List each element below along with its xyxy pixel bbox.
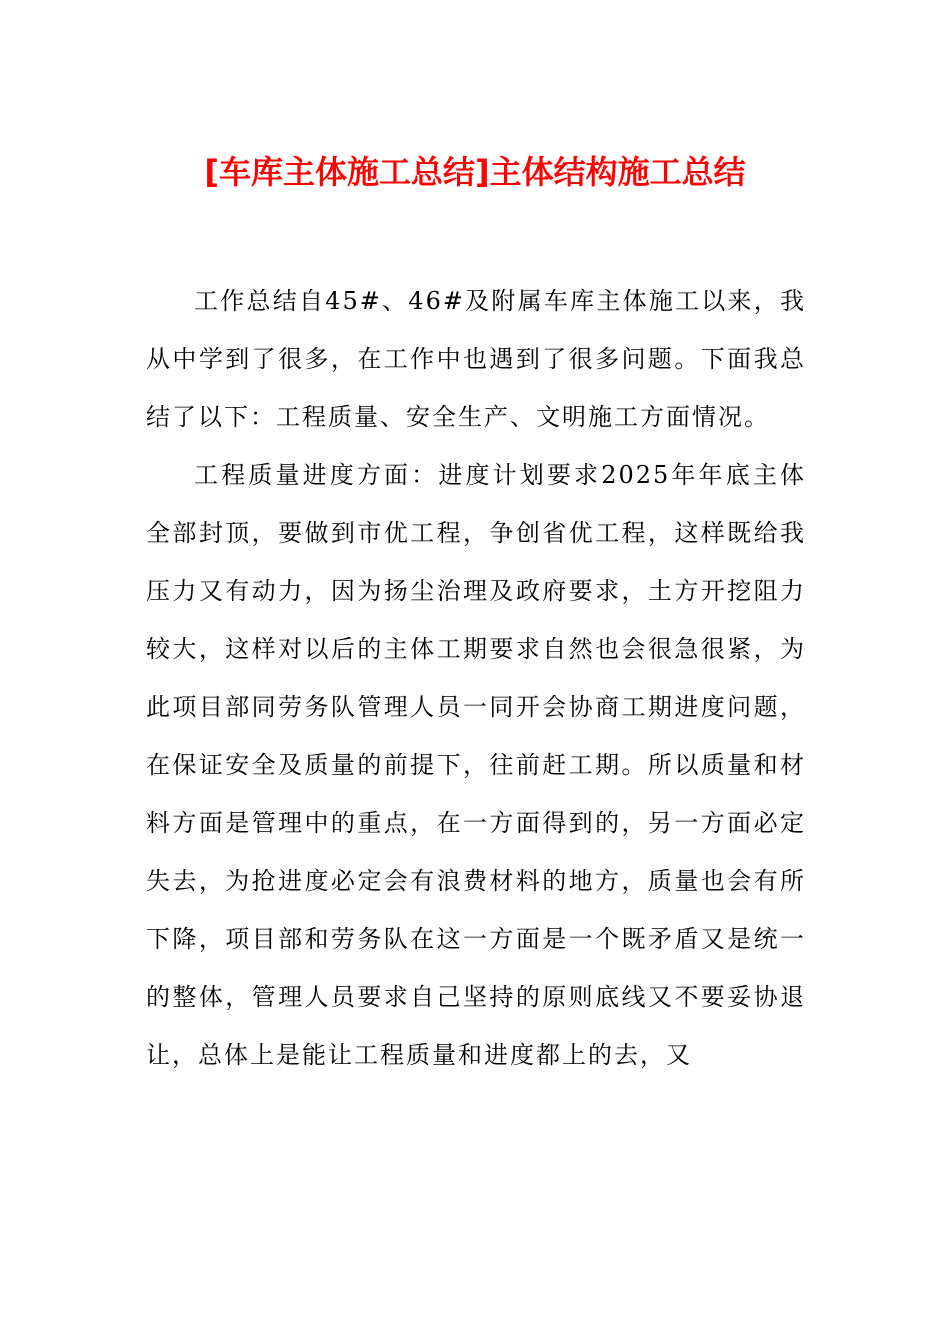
paragraph-quality-progress: 工程质量进度方面：进度计划要求2025年年底主体全部封顶，要做到市优工程，争创省优工程，这样既给我压力又有动力，因为扬尘治理及政府要求，土方开挖阻力较大，这样对以后的主体工期要求自然也会很急很紧，为此项目部同劳务队管理人员一同开会协商工期进度问题，在保证安全及质量的前提下，往前赶工期。所以质量和材料方面是管理中的重点，在一方面得到的，另一方面必定失去，为抢进度必定会有浪费材料的地方，质量也会有所下降，项目部和劳务队在这一方面是一个既矛盾又是统一的整体，管理人员要求自己坚持的原则底线又不要妥协退让，总体上是能让工程质量和进度都上的去，又 — [146, 461, 806, 1069]
document-title: [车库主体施工总结]主体结构施工总结 — [204, 153, 746, 191]
paragraph-intro: 工作总结自45#、46#及附属车库主体施工以来，我从中学到了很多，在工作中也遇到了很多问题。下面我总结了以下：工程质量、安全生产、文明施工方面情况。 — [146, 287, 806, 431]
document-body — [146, 272, 806, 1084]
